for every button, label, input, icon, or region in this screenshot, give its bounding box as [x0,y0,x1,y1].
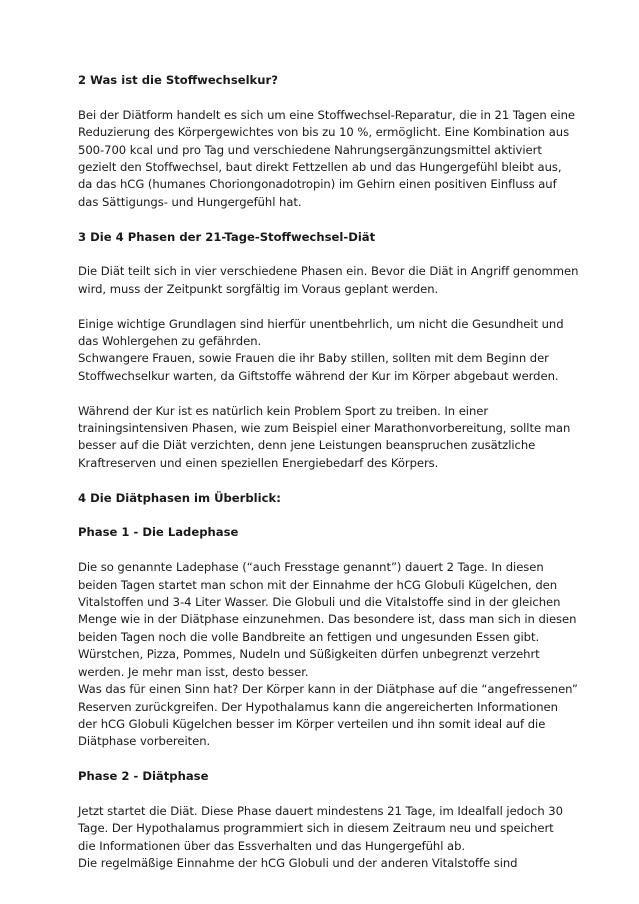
text-line: Die Diät teilt sich in vier verschiedene Phasen ein. Bevor die Diät in Angriff genommen [78,264,579,279]
text-line: Während der Kur ist es natürlich kein Problem Sport zu treiben. In einer [78,403,489,418]
text-line: der hCG Globuli Kügelchen besser im Körper verteilen und ihn somit ideal auf die [78,716,546,731]
text-line: beiden Tagen startet man schon mit der Einnahme der hCG Globuli Kügelchen, den [78,577,558,592]
document-page [78,72,578,873]
text-line: Schwangere Frauen, sowie Frauen die ihr Baby stillen, sollten mit dem Beginn der [78,351,549,366]
section-3-heading: 3 Die 4 Phasen der 21-Tage-Stoffwechsel-Diät [78,229,376,244]
text-line: Vitalstoffen und 3-4 Liter Wasser. Die Globuli und die Vitalstoffe sind in der gleichen [78,595,561,610]
text-line: Kraftreserven und einen speziellen Energiebedarf des Körpers. [78,455,439,470]
phase-1-paragraph [78,559,578,750]
text-line: Reduzierung des Körpergewichtes von bis zu 10 %, ermöglicht. Eine Kombination aus [78,125,570,140]
text-line: 500-700 kcal und pro Tag und verschiedene Nahrungsergänzungsmittel aktiviert [78,142,542,157]
text-line: die Informationen über das Essverhalten und das Hungergefühl ab. [78,838,466,853]
text-line: werden. Je mehr man isst, desto besser. [78,664,309,679]
text-line: Menge wie in der Diätphase einzunehmen. Das besondere ist, dass man sich in diesen [78,612,577,627]
text-line: das Wohlergehen zu gefährden. [78,334,262,349]
section-3-paragraph-1 [78,263,578,298]
section-4-heading: 4 Die Diätphasen im Überblick: [78,490,281,505]
section-2-paragraph [78,107,578,211]
text-line: das Sättigungs- und Hungergefühl hat. [78,194,302,209]
phase-2-heading: Phase 2 - Diätphase [78,769,209,784]
text-line: Stoffwechselkur warten, da Giftstoffe während der Kur im Körper abgebaut werden. [78,368,559,383]
text-line: Reserven zurückgreifen. Der Hypothalamus kann die angereicherten Informationen [78,699,558,714]
text-line: Bei der Diätform handelt es sich um eine Stoffwechsel-Reparatur, die in 21 Tagen eine [78,107,575,122]
text-line: Tage. Der Hypothalamus programmiert sich in diesem Zeitraum neu und speichert [78,821,554,836]
section-2-heading: 2 Was ist die Stoffwechselkur? [78,73,278,87]
text-line: Diätphase vorbereiten. [78,734,211,749]
text-line: beiden Tagen noch die volle Bandbreite an fettigen und ungesunden Essen gibt. [78,629,540,644]
text-line: besser auf die Diät verzichten, denn jene Leistungen beanspruchen zusätzliche [78,438,536,453]
text-line: Die so genannte Ladephase (“auch Fresstage genannt”) dauert 2 Tage. In diesen [78,560,544,575]
phase-1-heading: Phase 1 - Die Ladephase [78,525,239,540]
text-line: gezielt den Stoffwechsel, baut direkt Fettzellen ab und das Hungergefühl bleibt aus, [78,160,562,175]
text-line: Jetzt startet die Diät. Diese Phase dauert mindestens 21 Tage, im Idealfall jedoch 30 [78,803,563,818]
text-line: da das hCG (humanes Choriongonadotropin) im Gehirn einen positiven Einfluss auf [78,177,557,192]
phase-2-paragraph [78,803,578,873]
text-line: Die regelmäßige Einnahme der hCG Globuli und der anderen Vitalstoffe sind [78,856,518,871]
text-line: Würstchen, Pizza, Pommes, Nudeln und Süßigkeiten dürfen unbegrenzt verzehrt [78,647,540,662]
text-line: Was das für einen Sinn hat? Der Körper kann in der Diätphase auf die “angefressenen” [78,682,578,697]
text-line: wird, muss der Zeitpunkt sorgfältig im Voraus geplant werden. [78,281,439,296]
text-line: Einige wichtige Grundlagen sind hierfür unentbehrlich, um nicht die Gesundheit und [78,316,564,331]
section-3-paragraph-2 [78,316,578,386]
section-3-paragraph-3 [78,403,578,473]
text-line: trainingsintensiven Phasen, wie zum Beispiel einer Marathonvorbereitung, sollte man [78,421,571,436]
